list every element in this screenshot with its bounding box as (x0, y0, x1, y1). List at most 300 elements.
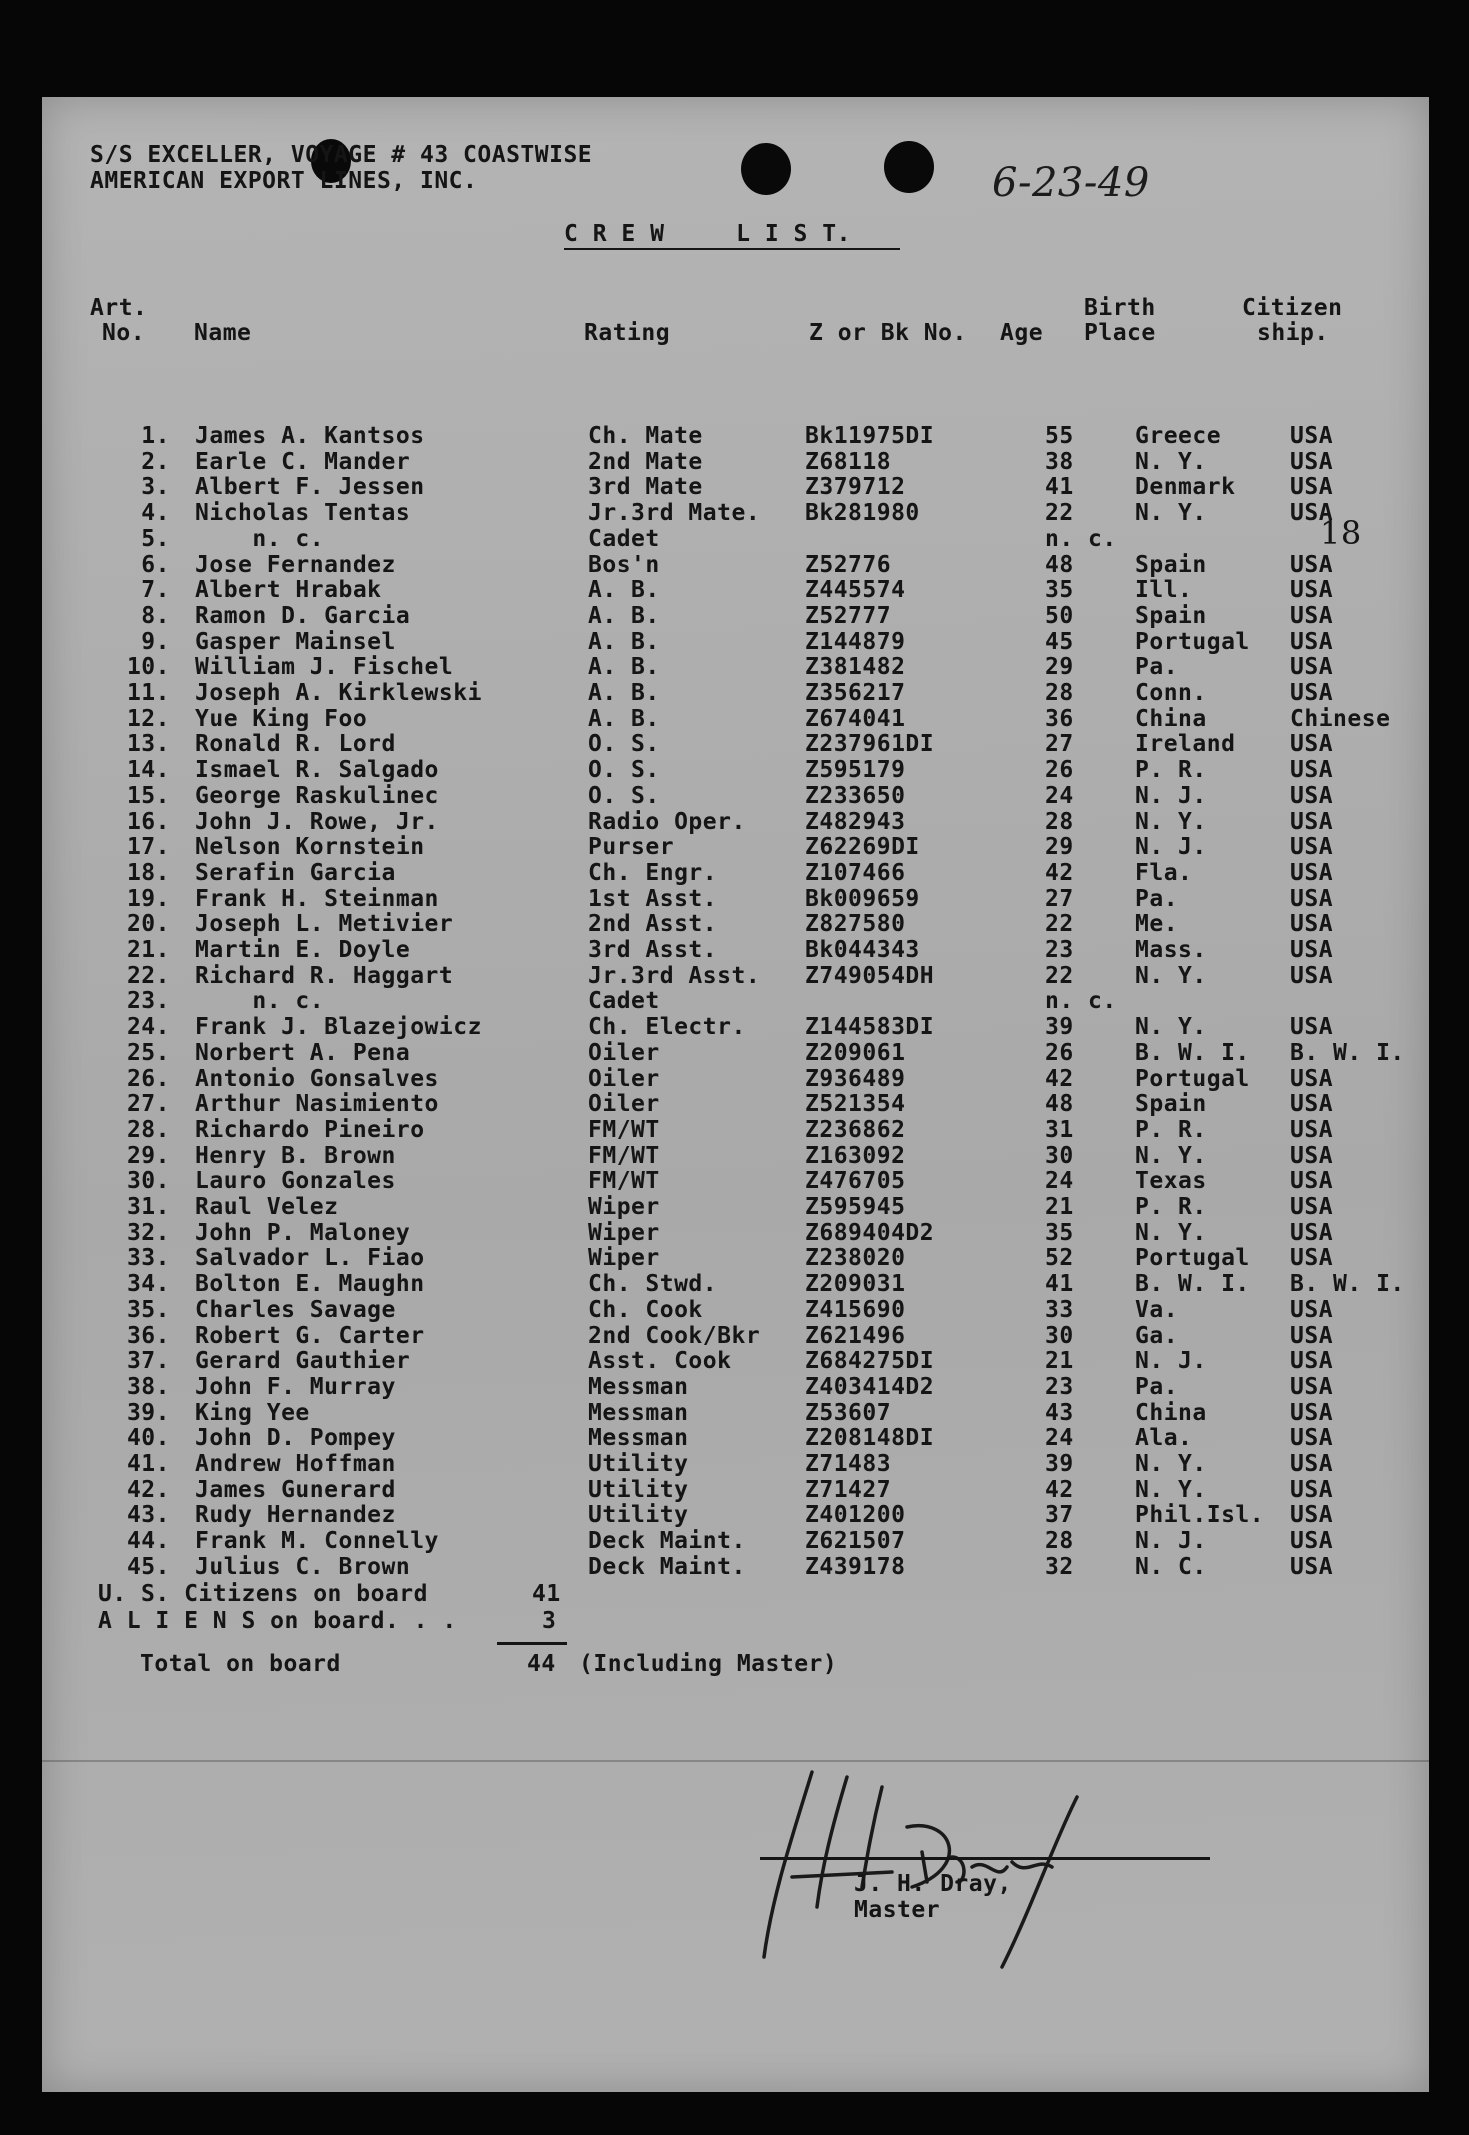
crew-z-bk-number: Z71483 (805, 1451, 892, 1477)
crew-rating: A. B. (588, 654, 660, 681)
crew-rating: FM/WT (588, 1116, 660, 1143)
crew-crew-name: Arthur Nasimiento (195, 1091, 439, 1118)
crew-crew-name: Joseph A. Kirklewski (195, 680, 482, 706)
col-age: Age (1000, 320, 1044, 346)
crew-z-bk-number: Z208148DI (805, 1425, 935, 1452)
crew-age: 41 (1045, 474, 1074, 501)
crew-rating: Messman (588, 1425, 689, 1452)
citizens-value: 41 (532, 1581, 561, 1607)
crew-rating: 1st Asst. (588, 885, 718, 912)
crew-art-no: 41. (126, 1451, 170, 1477)
crew-art-no: 14. (126, 757, 170, 784)
crew-birth-place: N. Y. (1135, 1219, 1207, 1246)
crew-birth-place: B. W. I. (1135, 1039, 1250, 1066)
crew-crew-name: Bolton E. Maughn (195, 1271, 425, 1298)
crew-citizenship: USA (1290, 448, 1334, 475)
crew-art-no: 32. (126, 1219, 170, 1246)
crew-art-no: 31. (126, 1194, 170, 1220)
crew-z-bk-number: Z482943 (805, 808, 906, 835)
crew-citizenship: USA (1290, 1399, 1334, 1426)
col-z-bk-no: Z or Bk No. (809, 320, 967, 346)
crew-art-no: 27. (126, 1091, 170, 1118)
crew-z-bk-number: Z595945 (805, 1194, 906, 1220)
crew-crew-name: Albert Hrabak (195, 577, 382, 604)
crew-z-bk-number: Z684275DI (805, 1348, 935, 1375)
crew-birth-place: Pa. (1135, 885, 1179, 912)
crew-z-bk-number: Z689404D2 (805, 1219, 935, 1246)
crew-birth-place: Ga. (1135, 1322, 1179, 1349)
crew-age: 22 (1045, 911, 1074, 938)
crew-art-no: 35. (126, 1296, 170, 1323)
crew-z-bk-number: Z209031 (805, 1271, 906, 1298)
crew-z-bk-number: Z439178 (805, 1553, 906, 1580)
crew-rating: Bos'n (588, 551, 660, 578)
col-rating: Rating (584, 320, 671, 346)
crew-art-no: 33. (126, 1245, 170, 1272)
sum-underline (497, 1642, 567, 1645)
crew-art-no: 45. (126, 1553, 170, 1580)
crew-crew-name: Martin E. Doyle (195, 937, 411, 963)
crew-birth-place: Conn. (1135, 680, 1207, 706)
crew-art-no: 24. (126, 1014, 170, 1041)
total-value: 44 (527, 1651, 556, 1677)
crew-z-bk-number: Z401200 (805, 1502, 906, 1529)
crew-crew-name: Lauro Gonzales (195, 1168, 396, 1195)
crew-art-no: 21. (126, 937, 170, 963)
crew-birth-place: Va. (1135, 1296, 1179, 1323)
crew-rating: 2nd Cook/Bkr (588, 1322, 761, 1349)
crew-age: 24 (1045, 782, 1074, 809)
crew-age: 21 (1045, 1348, 1074, 1375)
crew-citizenship: USA (1290, 1553, 1334, 1580)
crew-citizenship: USA (1290, 1528, 1334, 1555)
crew-art-no: 40. (126, 1425, 170, 1452)
crew-z-bk-number: Z749054DH (805, 962, 935, 989)
crew-crew-name: Joseph L. Metivier (195, 911, 454, 938)
crew-z-bk-number: Z68118 (805, 448, 892, 475)
crew-rating: Cadet (588, 988, 660, 1015)
crew-z-bk-number: Z674041 (805, 705, 906, 732)
crew-crew-name: Henry B. Brown (195, 1142, 396, 1169)
crew-age: 45 (1045, 628, 1074, 655)
title-underline (564, 248, 900, 250)
crew-age: 28 (1045, 808, 1074, 835)
crew-rating: FM/WT (588, 1168, 660, 1195)
total-note: (Including Master) (579, 1651, 838, 1677)
crew-z-bk-number: Z827580 (805, 911, 906, 938)
crew-citizenship: USA (1290, 1425, 1334, 1452)
paper-fold-line (42, 1760, 1429, 1762)
crew-art-no: 25. (126, 1039, 170, 1066)
crew-rating: A. B. (588, 680, 660, 706)
crew-z-bk-number: Z53607 (805, 1399, 892, 1426)
crew-age: 48 (1045, 1091, 1074, 1118)
crew-citizenship: USA (1290, 1142, 1334, 1169)
crew-art-no: 44. (126, 1528, 170, 1555)
crew-art-no: 5. (141, 525, 170, 552)
col-name: Name (194, 320, 252, 346)
crew-art-no: 43. (126, 1502, 170, 1529)
crew-rating: Ch. Mate (588, 423, 703, 449)
crew-age: 28 (1045, 680, 1074, 706)
aliens-value: 3 (542, 1608, 557, 1634)
crew-rating: Ch. Electr. (588, 1014, 746, 1041)
crew-crew-name: John F. Murray (195, 1373, 396, 1400)
crew-art-no: 20. (126, 911, 170, 938)
ship-voyage-line: S/S EXCELLER, VOYAGE # 43 COASTWISE (90, 142, 593, 168)
crew-birth-place: N. J. (1135, 1348, 1207, 1375)
total-label: Total on board (140, 1651, 341, 1677)
crew-birth-place: Pa. (1135, 1373, 1179, 1400)
crew-citizenship: USA (1290, 680, 1334, 706)
crew-crew-name: Charles Savage (195, 1296, 396, 1323)
crew-z-bk-number: Z379712 (805, 474, 906, 501)
crew-birth-place: Portugal (1135, 628, 1250, 655)
crew-age: 43 (1045, 1399, 1074, 1426)
crew-art-no: 39. (126, 1399, 170, 1426)
crew-age: 26 (1045, 757, 1074, 784)
crew-birth-place: China (1135, 705, 1207, 732)
crew-art-no: 17. (126, 834, 170, 861)
crew-crew-name: James A. Kantsos (195, 423, 425, 449)
punch-hole (741, 143, 791, 195)
crew-age: 30 (1045, 1142, 1074, 1169)
crew-rating: Oiler (588, 1065, 660, 1092)
crew-citizenship: Chinese (1290, 705, 1391, 732)
crew-rating: Jr.3rd Asst. (588, 962, 761, 989)
crew-crew-name: Raul Velez (195, 1194, 339, 1220)
signature-line (760, 1857, 1210, 1860)
crew-crew-name: Richard R. Haggart (195, 962, 454, 989)
crew-citizenship: USA (1290, 474, 1334, 501)
crew-citizenship: USA (1290, 911, 1334, 938)
crew-z-bk-number: Z381482 (805, 654, 906, 681)
crew-citizenship: USA (1290, 834, 1334, 861)
crew-age: 29 (1045, 654, 1074, 681)
crew-art-no: 1. (141, 423, 170, 449)
crew-citizenship: USA (1290, 1296, 1334, 1323)
crew-crew-name: Norbert A. Pena (195, 1039, 411, 1066)
crew-citizenship: USA (1290, 1065, 1334, 1092)
crew-age: 35 (1045, 1219, 1074, 1246)
crew-rating: Messman (588, 1373, 689, 1400)
crew-crew-name: Gasper Mainsel (195, 628, 396, 655)
crew-crew-name: n. c. (195, 988, 325, 1015)
crew-rating: Ch. Cook (588, 1296, 703, 1323)
crew-birth-place: N. Y. (1135, 1476, 1207, 1503)
crew-art-no: 23. (126, 988, 170, 1015)
crew-z-bk-number: Z238020 (805, 1245, 906, 1272)
crew-crew-name: Antonio Gonsalves (195, 1065, 439, 1092)
crew-rating: A. B. (588, 705, 660, 732)
crew-z-bk-number: Z356217 (805, 680, 906, 706)
crew-birth-place: P. R. (1135, 1116, 1207, 1143)
crew-birth-place: Texas (1135, 1168, 1207, 1195)
crew-art-no: 4. (141, 500, 170, 527)
crew-birth-place: Mass. (1135, 937, 1207, 963)
crew-crew-name: Ismael R. Salgado (195, 757, 439, 784)
crew-crew-name: James Gunerard (195, 1476, 396, 1503)
crew-birth-place: Ireland (1135, 731, 1236, 758)
crew-rating: Jr.3rd Mate. (588, 500, 761, 527)
col-birth-line2: Place (1084, 320, 1156, 346)
crew-rating: Deck Maint. (588, 1553, 746, 1580)
crew-art-no: 12. (126, 705, 170, 732)
crew-citizenship: USA (1290, 885, 1334, 912)
crew-birth-place: Me. (1135, 911, 1179, 938)
crew-art-no: 8. (141, 602, 170, 629)
crew-age: 23 (1045, 937, 1074, 963)
crew-rating: Radio Oper. (588, 808, 746, 835)
crew-birth-place: N. Y. (1135, 962, 1207, 989)
crew-citizenship: USA (1290, 1322, 1334, 1349)
crew-art-no: 6. (141, 551, 170, 578)
crew-rating: Utility (588, 1502, 689, 1529)
crew-z-bk-number: Z144879 (805, 628, 906, 655)
crew-birth-place: N. Y. (1135, 1142, 1207, 1169)
crew-crew-name: William J. Fischel (195, 654, 454, 681)
crew-citizenship: USA (1290, 1168, 1334, 1195)
crew-age: 22 (1045, 500, 1074, 527)
crew-citizenship: USA (1290, 500, 1334, 527)
crew-art-no: 9. (141, 628, 170, 655)
crew-citizenship: USA (1290, 1245, 1334, 1272)
crew-birth-place: Spain (1135, 551, 1207, 578)
crew-list-document (42, 97, 1429, 2092)
crew-z-bk-number: Bk044343 (805, 937, 920, 963)
crew-crew-name: Julius C. Brown (195, 1553, 411, 1580)
crew-birth-place: N. Y. (1135, 1451, 1207, 1477)
crew-crew-name: King Yee (195, 1399, 310, 1426)
crew-citizenship: USA (1290, 731, 1334, 758)
crew-z-bk-number: Z107466 (805, 859, 906, 886)
crew-z-bk-number: Bk281980 (805, 500, 920, 527)
col-citizen-line1: Citizen (1242, 295, 1343, 321)
crew-art-no: 13. (126, 731, 170, 758)
crew-crew-name: Rudy Hernandez (195, 1502, 396, 1529)
crew-crew-name: Serafin Garcia (195, 859, 396, 886)
crew-birth-place: Spain (1135, 602, 1207, 629)
crew-z-bk-number: Z163092 (805, 1142, 906, 1169)
crew-age: 32 (1045, 1553, 1074, 1580)
crew-crew-name: Frank J. Blazejowicz (195, 1014, 482, 1041)
crew-crew-name: Earle C. Mander (195, 448, 411, 475)
crew-art-no: 28. (126, 1116, 170, 1143)
crew-z-bk-number: Z237961DI (805, 731, 935, 758)
crew-art-no: 2. (141, 448, 170, 475)
crew-citizenship: USA (1290, 1194, 1334, 1220)
crew-rating: Ch. Engr. (588, 859, 718, 886)
crew-birth-place: China (1135, 1399, 1207, 1426)
crew-birth-place: N. J. (1135, 834, 1207, 861)
crew-birth-place: Fla. (1135, 859, 1193, 886)
crew-birth-place: Phil.Isl. (1135, 1502, 1265, 1529)
crew-z-bk-number: Z71427 (805, 1476, 892, 1503)
crew-age: 28 (1045, 1528, 1074, 1555)
crew-birth-place: Portugal (1135, 1065, 1250, 1092)
crew-z-bk-number: Z52777 (805, 602, 892, 629)
crew-citizenship: USA (1290, 1014, 1334, 1041)
crew-rating: FM/WT (588, 1142, 660, 1169)
crew-age: 27 (1045, 885, 1074, 912)
col-art-no-line2: No. (102, 320, 146, 346)
crew-z-bk-number: Z233650 (805, 782, 906, 809)
crew-age: 21 (1045, 1194, 1074, 1220)
crew-art-no: 34. (126, 1271, 170, 1298)
crew-z-bk-number: Z476705 (805, 1168, 906, 1195)
crew-age: 30 (1045, 1322, 1074, 1349)
crew-rating: Purser (588, 834, 675, 861)
crew-age: 35 (1045, 577, 1074, 604)
crew-age: 29 (1045, 834, 1074, 861)
crew-rating: Oiler (588, 1039, 660, 1066)
crew-age: 24 (1045, 1425, 1074, 1452)
signer-name: J. H. Dray, (854, 1871, 1012, 1897)
crew-rating: 3rd Asst. (588, 937, 718, 963)
punch-hole (884, 141, 934, 193)
crew-age: 50 (1045, 602, 1074, 629)
crew-age: n. c. (1045, 525, 1117, 552)
crew-art-no: 38. (126, 1373, 170, 1400)
page-title: C R E W L I S T. (564, 221, 851, 247)
crew-rating: A. B. (588, 628, 660, 655)
crew-art-no: 26. (126, 1065, 170, 1092)
crew-z-bk-number: Z403414D2 (805, 1373, 935, 1400)
crew-art-no: 30. (126, 1168, 170, 1195)
crew-age: 26 (1045, 1039, 1074, 1066)
crew-crew-name: Gerard Gauthier (195, 1348, 411, 1375)
crew-rating: Deck Maint. (588, 1528, 746, 1555)
crew-citizenship: USA (1290, 654, 1334, 681)
crew-crew-name: John P. Maloney (195, 1219, 411, 1246)
crew-art-no: 16. (126, 808, 170, 835)
crew-rating: Wiper (588, 1245, 660, 1272)
crew-citizenship: USA (1290, 859, 1334, 886)
crew-rating: Cadet (588, 525, 660, 552)
crew-age: 24 (1045, 1168, 1074, 1195)
citizens-label: U. S. Citizens on board (98, 1581, 428, 1607)
crew-citizenship: USA (1290, 1219, 1334, 1246)
crew-age: 31 (1045, 1116, 1074, 1143)
crew-birth-place: P. R. (1135, 1194, 1207, 1220)
crew-birth-place: Denmark (1135, 474, 1236, 501)
crew-z-bk-number: Z445574 (805, 577, 906, 604)
crew-age: n. c. (1045, 988, 1117, 1015)
crew-birth-place: N. Y. (1135, 1014, 1207, 1041)
crew-citizenship: USA (1290, 1451, 1334, 1477)
crew-citizenship: USA (1290, 551, 1334, 578)
crew-crew-name: John J. Rowe, Jr. (195, 808, 439, 835)
crew-citizenship: USA (1290, 937, 1334, 963)
crew-art-no: 11. (126, 680, 170, 706)
crew-art-no: 42. (126, 1476, 170, 1503)
crew-citizenship: USA (1290, 757, 1334, 784)
crew-citizenship: USA (1290, 1502, 1334, 1529)
crew-z-bk-number: Z936489 (805, 1065, 906, 1092)
crew-rating: Ch. Stwd. (588, 1271, 718, 1298)
company-line: AMERICAN EXPORT LINES, INC. (90, 168, 478, 194)
crew-birth-place: N. J. (1135, 782, 1207, 809)
crew-z-bk-number: Z415690 (805, 1296, 906, 1323)
crew-citizenship: USA (1290, 423, 1334, 449)
handwritten-date: 6-23-49 (992, 160, 1150, 206)
crew-birth-place: B. W. I. (1135, 1271, 1250, 1298)
crew-art-no: 36. (126, 1322, 170, 1349)
crew-art-no: 3. (141, 474, 170, 501)
crew-art-no: 7. (141, 577, 170, 604)
crew-z-bk-number: Z521354 (805, 1091, 906, 1118)
crew-birth-place: Ill. (1135, 577, 1193, 604)
crew-birth-place: N. Y. (1135, 448, 1207, 475)
crew-citizenship: USA (1290, 628, 1334, 655)
crew-crew-name: George Raskulinec (195, 782, 439, 809)
crew-art-no: 15. (126, 782, 170, 809)
crew-citizenship: B. W. I. (1290, 1039, 1405, 1066)
crew-citizenship: USA (1290, 782, 1334, 809)
crew-rating: 2nd Asst. (588, 911, 718, 938)
crew-crew-name: n. c. (195, 525, 325, 552)
crew-rating: Wiper (588, 1219, 660, 1246)
crew-crew-name: Nicholas Tentas (195, 500, 411, 527)
crew-birth-place: Portugal (1135, 1245, 1250, 1272)
crew-age: 39 (1045, 1451, 1074, 1477)
crew-z-bk-number: Z595179 (805, 757, 906, 784)
crew-birth-place: N. C. (1135, 1553, 1207, 1580)
col-birth-line1: Birth (1084, 295, 1156, 321)
crew-crew-name: Richardo Pineiro (195, 1116, 425, 1143)
crew-z-bk-number: Bk11975DI (805, 423, 935, 449)
crew-rating: A. B. (588, 602, 660, 629)
crew-art-no: 19. (126, 885, 170, 912)
crew-age: 36 (1045, 705, 1074, 732)
crew-rating: Asst. Cook (588, 1348, 732, 1375)
crew-age: 39 (1045, 1014, 1074, 1041)
crew-citizenship: B. W. I. (1290, 1271, 1405, 1298)
crew-citizenship: USA (1290, 1348, 1334, 1375)
crew-crew-name: Ronald R. Lord (195, 731, 396, 758)
crew-citizenship: USA (1290, 808, 1334, 835)
crew-rating: O. S. (588, 782, 660, 809)
crew-age: 55 (1045, 423, 1074, 449)
crew-age: 22 (1045, 962, 1074, 989)
crew-rating: Utility (588, 1451, 689, 1477)
crew-rating: O. S. (588, 731, 660, 758)
signer-title: Master (854, 1897, 941, 1923)
crew-citizenship: USA (1290, 962, 1334, 989)
crew-art-no: 10. (126, 654, 170, 681)
crew-citizenship: USA (1290, 1116, 1334, 1143)
crew-z-bk-number: Z621496 (805, 1322, 906, 1349)
crew-citizenship: USA (1290, 1373, 1334, 1400)
crew-citizenship: USA (1290, 577, 1334, 604)
crew-z-bk-number: Bk009659 (805, 885, 920, 912)
crew-art-no: 29. (126, 1142, 170, 1169)
crew-birth-place: Spain (1135, 1091, 1207, 1118)
crew-age: 42 (1045, 859, 1074, 886)
crew-z-bk-number: Z62269DI (805, 834, 920, 861)
crew-birth-place: Greece (1135, 423, 1222, 449)
crew-z-bk-number: Z236862 (805, 1116, 906, 1143)
crew-birth-place: Ala. (1135, 1425, 1193, 1452)
crew-rating: Oiler (588, 1091, 660, 1118)
crew-z-bk-number: Z52776 (805, 551, 892, 578)
crew-birth-place: P. R. (1135, 757, 1207, 784)
col-art-no-line1: Art. (90, 295, 148, 321)
crew-crew-name: Nelson Kornstein (195, 834, 425, 861)
crew-citizenship: USA (1290, 1091, 1334, 1118)
crew-age: 38 (1045, 448, 1074, 475)
crew-birth-place: Pa. (1135, 654, 1179, 681)
